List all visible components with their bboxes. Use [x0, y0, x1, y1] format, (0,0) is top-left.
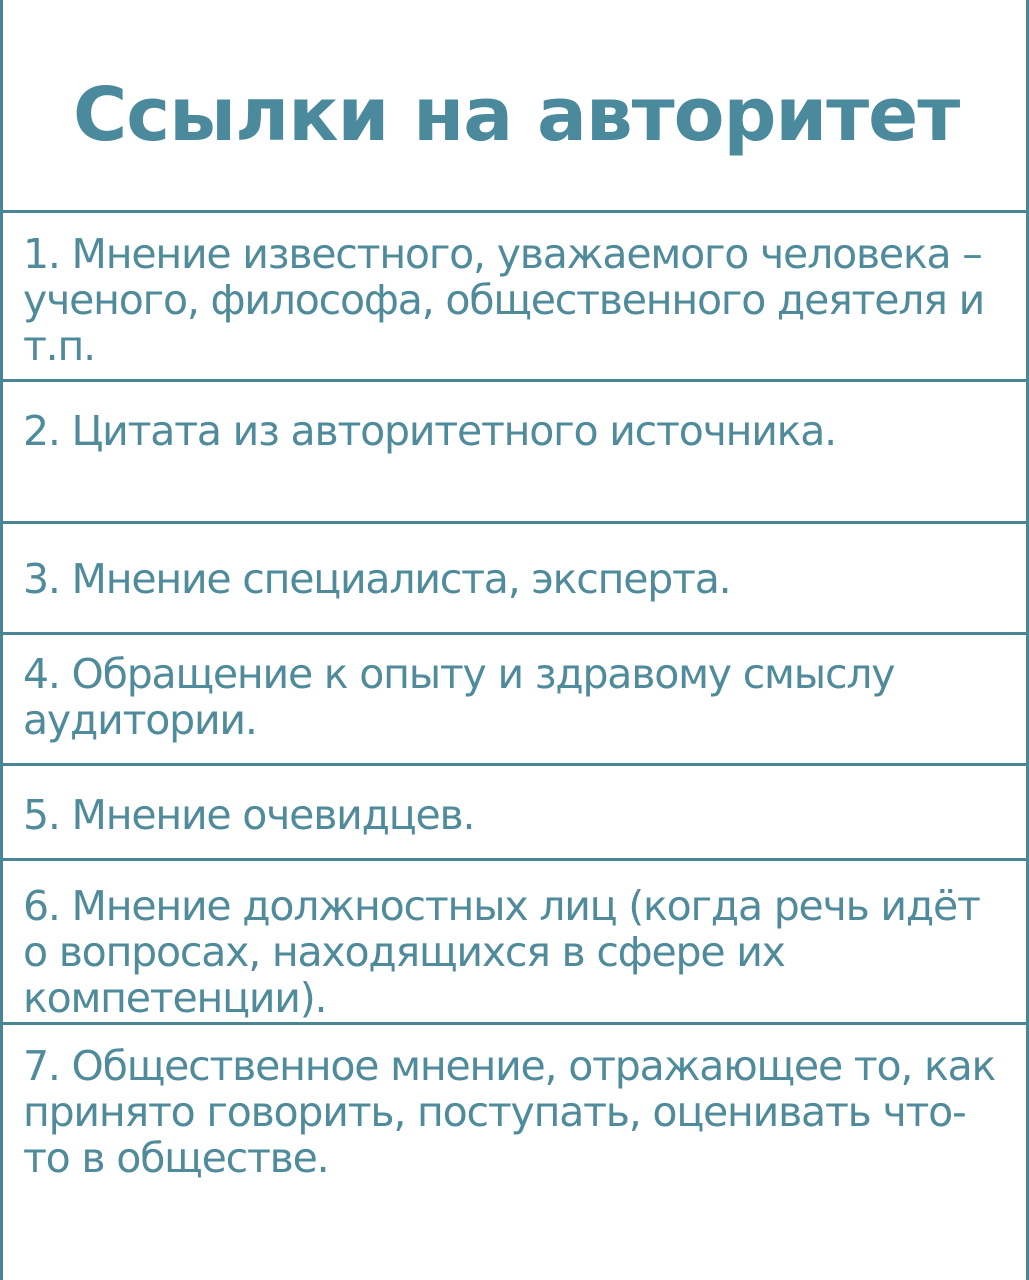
list-item-text: 3. Мнение специалиста, эксперта. [23, 555, 731, 603]
list-item-text: 6. Мнение должностных лиц (когда речь идёт о вопросах, находящихся в сфере их компетенции). [23, 882, 980, 1022]
list-item-text: 1. Мнение известного, уважаемого человека – ученого, философа, общественного деятеля и т.п. [23, 230, 985, 370]
list-item-3 [3, 521, 1026, 634]
list-item-6 [3, 858, 1026, 1024]
list-item-2 [3, 379, 1026, 523]
list-item-4 [3, 632, 1026, 765]
list-item-5 [3, 763, 1026, 860]
list-item-text: 5. Мнение очевидцев. [23, 791, 475, 839]
list-item-7 [3, 1022, 1026, 1280]
list-item-text: 4. Обращение к опыту и здравому смыслу аудитории. [23, 650, 895, 744]
list-item-1 [3, 210, 1026, 381]
title-cell [3, 0, 1026, 212]
list-item-text: 2. Цитата из авторитетного источника. [23, 407, 836, 455]
list-item-text: 7. Общественное мнение, отражающее то, как принято говорить, поступать, оценивать что-то в обществе. [23, 1042, 996, 1182]
page-title: Ссылки на авторитет [73, 72, 960, 158]
